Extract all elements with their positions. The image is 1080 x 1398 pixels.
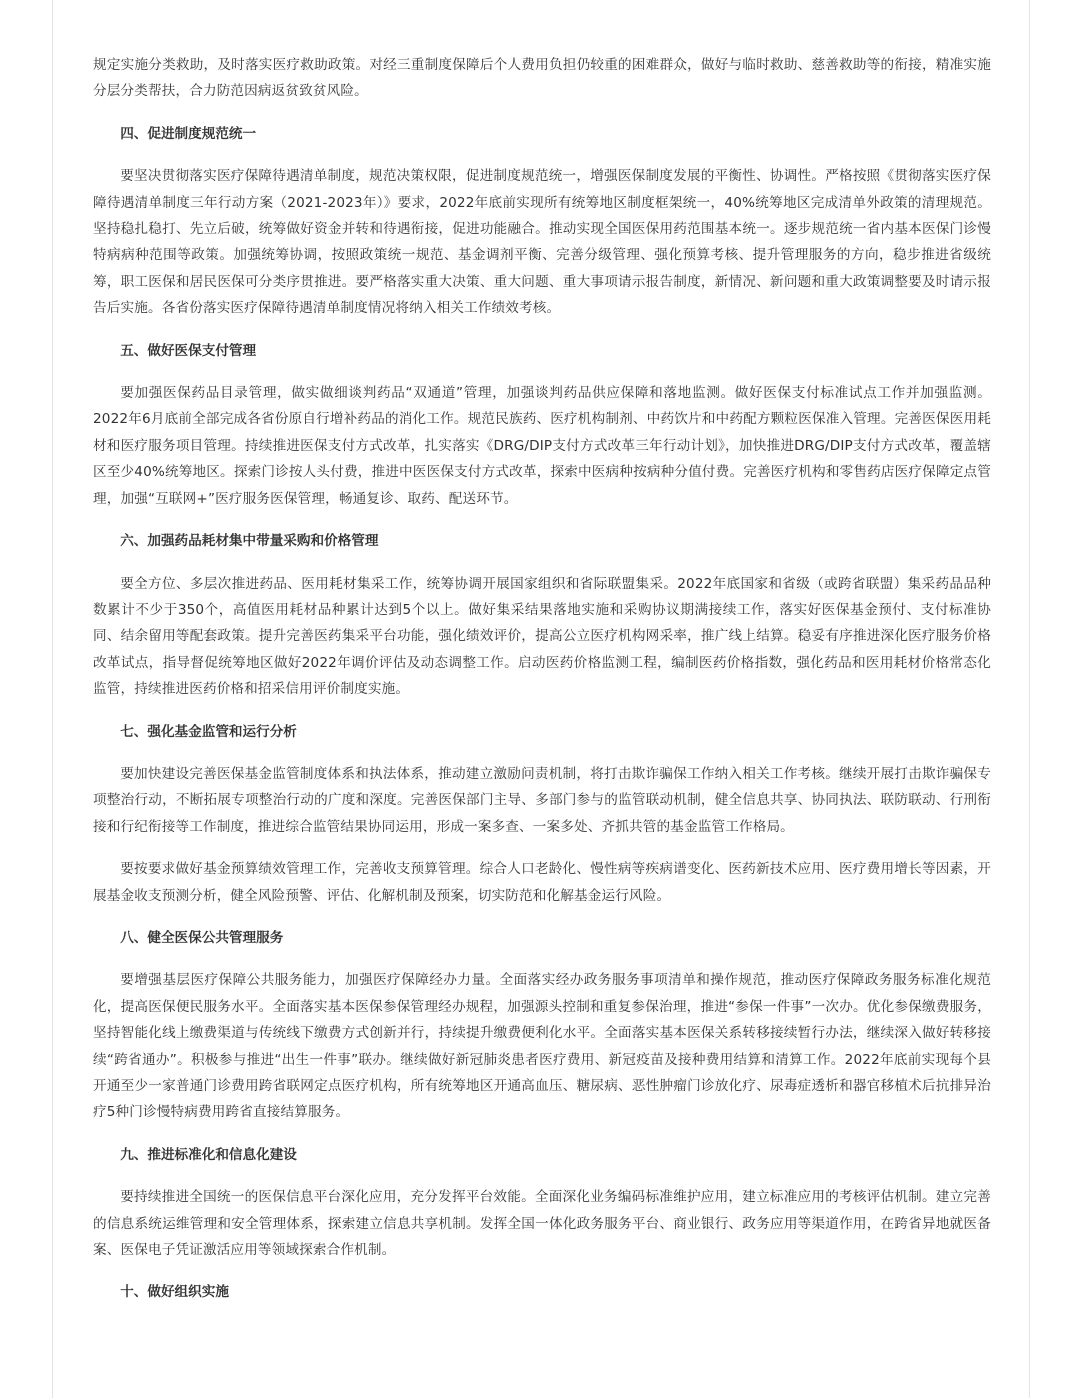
section-7-paragraph-2: 要按要求做好基金预算绩效管理工作，完善收支预算管理。综合人口老龄化、慢性病等疾病谱变化、医药新技术应用、医疗费用增长等因素，开展基金收支预测分析，健全风险预警、评估、化解机制及预案，切实防范和化解基金运行风险。 bbox=[93, 861, 991, 904]
section-heading-6: 六、加强药品耗材集中带量采购和价格管理 bbox=[120, 533, 379, 550]
section-9-paragraph: 要持续推进全国统一的医保信息平台深化应用，充分发挥平台效能。全面深化业务编码标准维护应用，建立标准应用的考核评估机制。建立完善的信息系统运维管理和安全管理体系，探索建立信息共享机制。发挥全国一体化政务服务平台、商业银行、政务应用等渠道作用，在跨省异地就医备案、医保电子凭证激活应用等领域探索合作机制。 bbox=[93, 1189, 991, 1259]
section-8-paragraph: 要增强基层医疗保障公共服务能力，加强医疗保障经办力量。全面落实经办政务服务事项清单和操作规范，推动医疗保障政务服务标准化规范化，提高医保便民服务水平。全面落实基本医保参保管理经办规程，加强源头控制和重复参保治理，推进“参保一件事”一次办。优化参保缴费服务，坚持智能化线上缴费渠道与传统线下缴费方式创新并行，持续提升缴费便利化水平。全面落实基本医保关系转移接续暂行办法，继续深入做好转移接续“跨省通办”。积极参与推进“出生一件事”联办。继续做好新冠肺炎患者医疗费用、新冠疫苗及接种费用结算和清算工作。2022年底前实现每个县开通至少一家普通门诊费用跨省联网定点医疗机构，所有统筹地区开通高血压、糖尿病、恶性肿瘤门诊放化疗、尿毒症透析和器官移植术后抗排异治疗5种门诊慢特病费用跨省直接结算服务。 bbox=[93, 972, 991, 1121]
section-6-paragraph: 要全方位、多层次推进药品、医用耗材集采工作，统筹协调开展国家组织和省际联盟集采。2022年底国家和省级（或跨省联盟）集采药品品种数累计不少于350个，高值医用耗材品种累计达到5个以上。做好集采结果落地实施和采购协议期满接续工作，落实好医保基金预付、支付标准协同、结余留用等配套政策。提升完善医药集采平台功能，强化绩效评价，提高公立医疗机构网采率，推广线上结算。稳妥有序推进深化医疗服务价格改革试点，指导督促统筹地区做好2022年调价评估及动态调整工作。启动医药价格监测工程，编制医药价格指数，强化药品和医用耗材价格常态化监管，持续推进医药价格和招采信用评价制度实施。 bbox=[93, 575, 991, 698]
section-heading-4: 四、促进制度规范统一 bbox=[120, 125, 257, 142]
document-page bbox=[52, 0, 1030, 1398]
section-heading-10: 十、做好组织实施 bbox=[120, 1284, 229, 1301]
section-4-paragraph: 要坚决贯彻落实医疗保障待遇清单制度，规范决策权限，促进制度规范统一，增强医保制度发展的平衡性、协调性。严格按照《贯彻落实医疗保障待遇清单制度三年行动方案（2021-2023年）》要求，2022年底前实现所有统筹地区制度框架统一，40%统筹地区完成清单外政策的清理规范。坚持稳扎稳打、先立后破，统筹做好资金并转和待遇衔接，促进功能融合。推动实现全国医保用药范围基本统一。逐步规范统一省内基本医保门诊慢特病病种范围等政策。加强统筹协调，按照政策统一规范、基金调剂平衡、完善分级管理、强化预算考核、提升管理服务的方向，稳步推进省级统筹，职工医保和居民医保可分类序贯推进。要严格落实重大决策、重大问题、重大事项请示报告制度，新情况、新问题和重大政策调整要及时请示报告后实施。各省份落实医疗保障待遇清单制度情况将纳入相关工作绩效考核。 bbox=[93, 168, 991, 317]
section-heading-5: 五、做好医保支付管理 bbox=[120, 342, 257, 359]
section-heading-9: 九、推进标准化和信息化建设 bbox=[120, 1146, 297, 1163]
section-7-paragraph-1: 要加快建设完善医保基金监管制度体系和执法体系，推动建立激励问责机制，将打击欺诈骗保工作纳入相关工作考核。继续开展打击欺诈骗保专项整治行动，不断拓展专项整治行动的广度和深度。完善医保部门主导、多部门参与的监管联动机制，健全信息共享、协同执法、联防联动、行刑衔接和行纪衔接等工作制度，推进综合监管结果协同运用，形成一案多查、一案多处、齐抓共管的基金监管工作格局。 bbox=[93, 765, 991, 835]
section-heading-7: 七、强化基金监管和运行分析 bbox=[120, 723, 297, 740]
section-heading-8: 八、健全医保公共管理服务 bbox=[120, 929, 284, 946]
intro-tail-paragraph: 规定实施分类救助，及时落实医疗救助政策。对经三重制度保障后个人费用负担仍较重的困难群众，做好与临时救助、慈善救助等的衔接，精准实施分层分类帮扶，合力防范因病返贫致贫风险。 bbox=[93, 57, 991, 100]
section-5-paragraph: 要加强医保药品目录管理，做实做细谈判药品“双通道”管理，加强谈判药品供应保障和落地监测。做好医保支付标准试点工作并加强监测。2022年6月底前全部完成各省份原自行增补药品的消化工作。规范民族药、医疗机构制剂、中药饮片和中药配方颗粒医保准入管理。完善医保医用耗材和医疗服务项目管理。持续推进医保支付方式改革，扎实落实《DRG/DIP支付方式改革三年行动计划》，加快推进DRG/DIP支付方式改革，覆盖辖区至少40%统筹地区。探索门诊按人头付费，推进中医医保支付方式改革，探索中医病种按病种分值付费。完善医疗机构和零售药店医疗保障定点管理，加强“互联网+”医疗服务医保管理，畅通复诊、取药、配送环节。 bbox=[93, 385, 991, 507]
article-body bbox=[93, 52, 991, 1322]
